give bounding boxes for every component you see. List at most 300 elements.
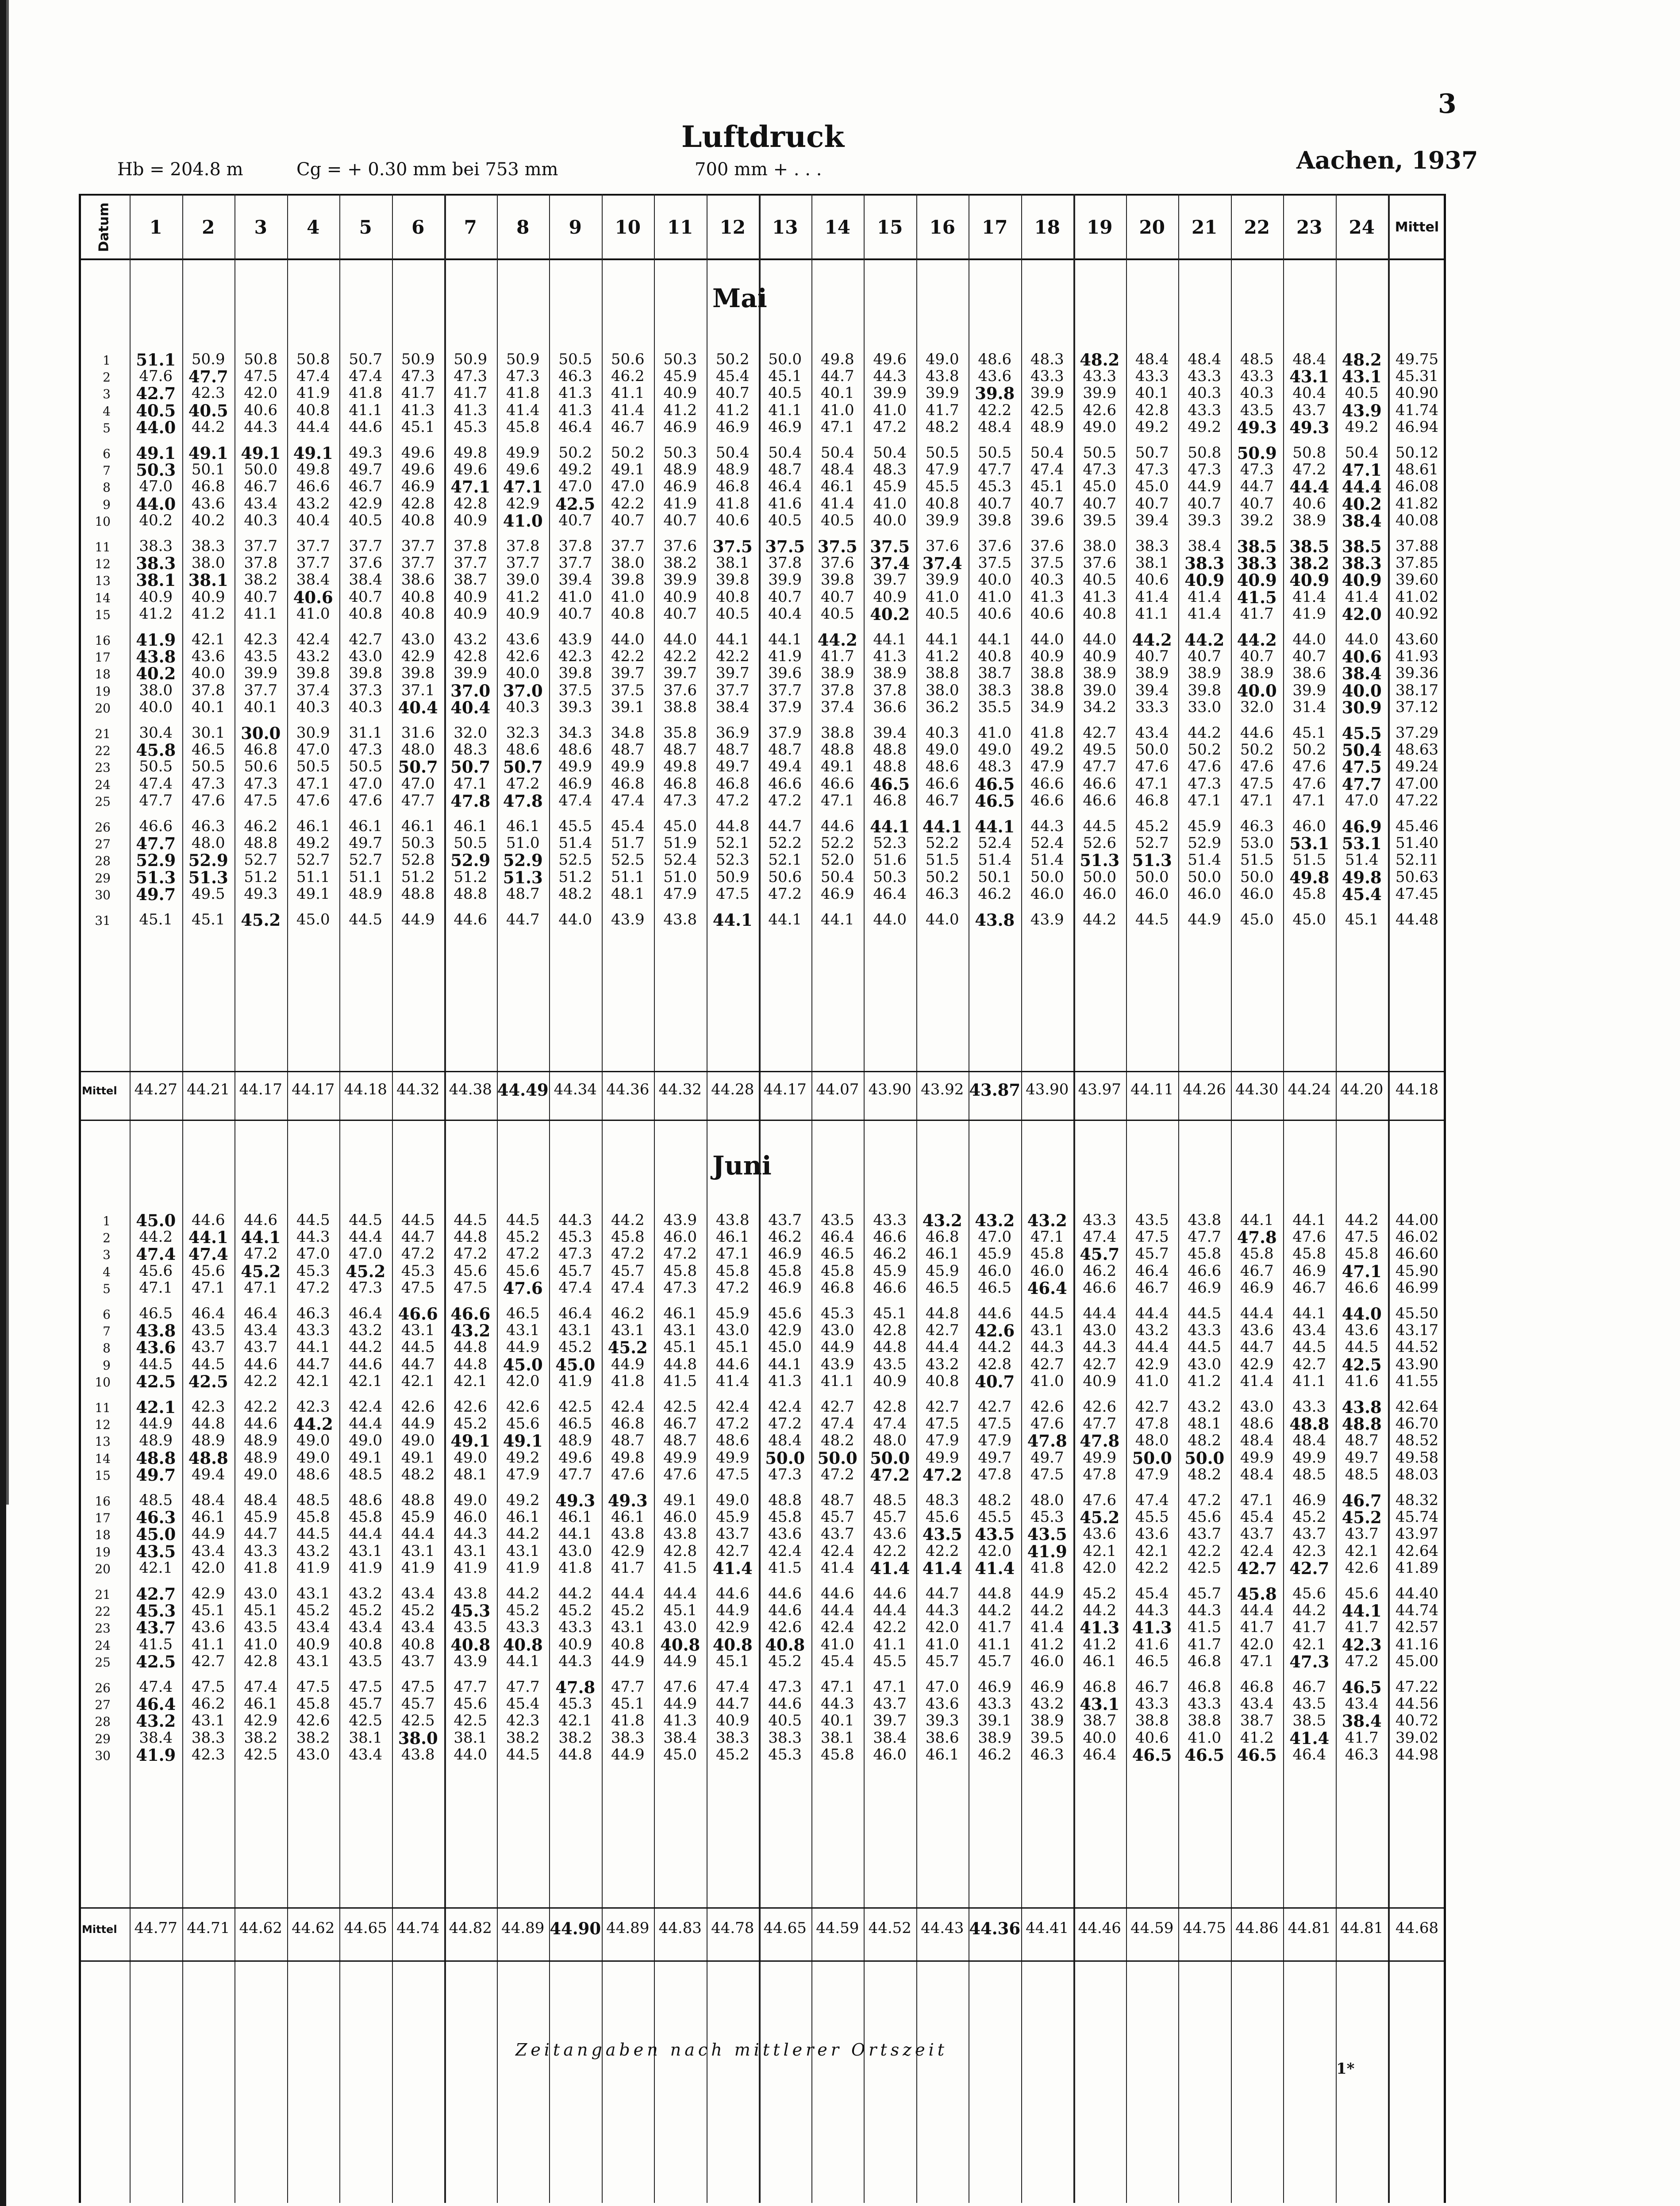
table-cell: 44.9 bbox=[715, 1602, 750, 1620]
table-cell: 34.8 bbox=[611, 724, 645, 742]
table-cell: 47.1 bbox=[139, 1278, 173, 1297]
table-cell: 44.2 bbox=[1345, 1211, 1379, 1229]
table-cell: 45.1 bbox=[191, 1602, 225, 1620]
table-cell: 41.4 bbox=[922, 1558, 962, 1578]
table-cell: 47.4 bbox=[558, 791, 592, 809]
table-cell: 44.1 bbox=[922, 817, 962, 836]
table-cell: 43.5 bbox=[820, 1211, 854, 1229]
table-cell: 41.4 bbox=[975, 1558, 1015, 1578]
table-cell: 47.8 bbox=[978, 1465, 1012, 1483]
table-cell: 40.6 bbox=[978, 604, 1012, 623]
table-cell: 44.6 bbox=[191, 1211, 225, 1229]
row-mean: 40.92 bbox=[1395, 604, 1439, 623]
table-cell: 45.2 bbox=[296, 1602, 330, 1620]
table-cell: 41.9 bbox=[296, 1559, 330, 1577]
table-cell: 46.5 bbox=[1132, 1745, 1172, 1765]
table-cell: 44.0 bbox=[454, 1745, 488, 1763]
table-cell: 42.6 bbox=[975, 1321, 1015, 1341]
table-cell: 37.6 bbox=[349, 554, 383, 572]
table-cell: 39.9 bbox=[873, 384, 907, 402]
table-cell: 45.2 bbox=[401, 1602, 435, 1620]
table-cell: 40.7 bbox=[975, 1371, 1015, 1391]
table-cell: 49.8 bbox=[454, 444, 488, 462]
table-cell: 40.0 bbox=[139, 698, 173, 716]
hourly-mean: 44.59 bbox=[816, 1919, 859, 1937]
table-cell: 46.5 bbox=[191, 741, 225, 759]
table-cell: 42.0 bbox=[978, 1542, 1012, 1560]
table-cell: 47.0 bbox=[139, 477, 173, 496]
table-cell: 48.6 bbox=[506, 741, 540, 759]
table-cell: 40.9 bbox=[873, 588, 907, 606]
table-cell: 52.3 bbox=[873, 834, 907, 852]
table-cell: 38.8 bbox=[1135, 1712, 1169, 1730]
table-cell: 44.9 bbox=[1188, 477, 1222, 496]
table-cell: 43.1 bbox=[401, 1321, 435, 1340]
table-cell: 40.8 bbox=[401, 588, 435, 606]
table-cell: 41.2 bbox=[506, 588, 540, 606]
table-cell: 43.2 bbox=[975, 1211, 1015, 1230]
table-cell: 42.8 bbox=[873, 1321, 907, 1340]
table-cell: 46.6 bbox=[925, 774, 959, 793]
table-cell: 40.5 bbox=[1345, 384, 1379, 402]
table-cell: 43.0 bbox=[1188, 1355, 1222, 1373]
row-mean: 37.29 bbox=[1395, 724, 1439, 742]
table-cell: 47.2 bbox=[922, 1465, 962, 1485]
table-cell: 45.0 bbox=[1240, 911, 1274, 928]
table-cell: 47.0 bbox=[349, 774, 383, 793]
table-cell: 41.5 bbox=[1237, 587, 1277, 607]
table-cell: 46.4 bbox=[1292, 1745, 1326, 1763]
table-cell: 51.7 bbox=[611, 834, 645, 852]
row-mean: 46.99 bbox=[1395, 1278, 1439, 1297]
hourly-mean: 44.77 bbox=[134, 1919, 177, 1937]
table-cell: 44.9 bbox=[1030, 1585, 1064, 1602]
table-cell: 50.2 bbox=[1188, 741, 1222, 759]
table-cell: 46.5 bbox=[506, 1305, 540, 1322]
table-cell: 41.5 bbox=[768, 1559, 802, 1577]
table-cell: 44.0 bbox=[663, 631, 697, 648]
table-cell: 46.1 bbox=[506, 1508, 540, 1526]
table-cell: 46.7 bbox=[663, 1415, 697, 1433]
day-label: 7 bbox=[103, 1324, 111, 1339]
hour-header-5: 5 bbox=[359, 216, 372, 238]
table-cell: 42.5 bbox=[136, 1371, 176, 1391]
table-cell: 41.9 bbox=[1027, 1541, 1067, 1561]
table-cell: 52.5 bbox=[558, 851, 592, 869]
day-label: 26 bbox=[95, 820, 111, 835]
table-cell: 40.0 bbox=[1237, 681, 1277, 701]
hourly-mean: 43.87 bbox=[969, 1080, 1021, 1100]
table-cell: 47.6 bbox=[611, 1465, 645, 1483]
table-cell: 44.1 bbox=[768, 631, 802, 648]
table-cell: 37.1 bbox=[401, 681, 435, 699]
table-cell: 46.3 bbox=[925, 885, 959, 903]
table-cell: 44.9 bbox=[611, 1652, 645, 1670]
table-cell: 42.4 bbox=[715, 1398, 750, 1416]
hourly-mean: 44.32 bbox=[396, 1081, 440, 1098]
table-cell: 45.9 bbox=[715, 1305, 750, 1322]
day-label: 10 bbox=[95, 1374, 111, 1390]
table-cell: 48.5 bbox=[1345, 1465, 1379, 1483]
table-cell: 42.9 bbox=[244, 1712, 278, 1730]
table-cell: 40.0 bbox=[1083, 1729, 1117, 1747]
table-cell: 41.8 bbox=[1030, 1559, 1064, 1577]
table-cell: 50.5 bbox=[978, 444, 1012, 462]
table-cell: 40.9 bbox=[715, 1712, 750, 1730]
table-cell: 38.9 bbox=[1135, 664, 1169, 682]
table-cell: 40.8 bbox=[401, 511, 435, 529]
table-cell: 49.8 bbox=[1289, 867, 1330, 887]
table-cell: 42.8 bbox=[454, 494, 488, 512]
table-cell: 43.6 bbox=[1345, 1321, 1379, 1340]
table-cell: 43.1 bbox=[401, 1542, 435, 1560]
table-cell: 46.6 bbox=[139, 817, 173, 835]
table-cell: 47.7 bbox=[1342, 774, 1382, 794]
table-cell: 47.1 bbox=[820, 418, 854, 436]
table-cell: 52.9 bbox=[1188, 834, 1222, 852]
table-cell: 46.8 bbox=[715, 774, 750, 793]
table-cell: 45.8 bbox=[1292, 1245, 1326, 1263]
table-cell: 45.0 bbox=[768, 1338, 802, 1356]
table-cell: 44.8 bbox=[191, 1415, 225, 1433]
table-cell: 50.3 bbox=[663, 444, 697, 462]
table-cell: 47.5 bbox=[1240, 774, 1274, 793]
hourly-mean: 44.32 bbox=[658, 1081, 702, 1098]
table-cell: 37.5 bbox=[817, 537, 857, 556]
table-cell: 39.0 bbox=[1083, 681, 1117, 699]
table-cell: 49.6 bbox=[401, 444, 435, 462]
table-cell: 48.4 bbox=[1240, 1465, 1274, 1483]
table-cell: 38.0 bbox=[1083, 537, 1117, 555]
table-cell: 42.5 bbox=[558, 1398, 592, 1416]
table-cell: 37.8 bbox=[768, 554, 802, 572]
table-cell: 45.6 bbox=[1345, 1585, 1379, 1602]
table-cell: 40.6 bbox=[244, 401, 278, 419]
table-cell: 44.2 bbox=[978, 1338, 1012, 1356]
table-cell: 43.9 bbox=[611, 911, 645, 928]
table-cell: 49.0 bbox=[244, 1465, 278, 1483]
table-cell: 45.1 bbox=[139, 911, 173, 928]
table-cell: 47.0 bbox=[296, 1245, 330, 1263]
table-cell: 37.7 bbox=[244, 681, 278, 699]
table-cell: 37.8 bbox=[454, 537, 488, 555]
hourly-mean: 44.17 bbox=[292, 1081, 335, 1098]
table-cell: 46.1 bbox=[349, 817, 383, 835]
table-cell: 45.3 bbox=[820, 1305, 854, 1322]
table-cell: 40.2 bbox=[139, 511, 173, 529]
table-cell: 41.7 bbox=[1292, 1618, 1326, 1636]
hourly-mean: 44.81 bbox=[1288, 1919, 1331, 1937]
table-cell: 46.6 bbox=[768, 774, 802, 793]
row-mean: 41.93 bbox=[1395, 647, 1439, 666]
table-cell: 47.1 bbox=[1240, 791, 1274, 809]
table-cell: 37.7 bbox=[611, 537, 645, 555]
row-mean: 46.94 bbox=[1395, 418, 1439, 436]
table-cell: 44.0 bbox=[1292, 631, 1326, 648]
table-cell: 40.5 bbox=[715, 604, 750, 623]
table-cell: 38.0 bbox=[139, 681, 173, 699]
table-cell: 44.2 bbox=[1188, 724, 1222, 742]
table-cell: 44.2 bbox=[611, 1211, 645, 1229]
table-cell: 32.3 bbox=[506, 724, 540, 742]
table-cell: 43.3 bbox=[1188, 367, 1222, 385]
table-cell: 46.5 bbox=[925, 1278, 959, 1297]
table-cell: 46.6 bbox=[1083, 774, 1117, 793]
table-cell: 40.7 bbox=[768, 588, 802, 606]
table-cell: 42.8 bbox=[244, 1652, 278, 1670]
table-cell: 47.5 bbox=[1342, 757, 1382, 777]
table-cell: 49.8 bbox=[296, 461, 330, 479]
table-cell: 50.0 bbox=[1083, 868, 1117, 886]
table-cell: 47.7 bbox=[611, 1678, 645, 1696]
table-cell: 46.8 bbox=[611, 774, 645, 793]
table-cell: 46.0 bbox=[1135, 885, 1169, 903]
table-cell: 40.7 bbox=[663, 604, 697, 623]
table-cell: 43.0 bbox=[401, 631, 435, 648]
table-cell: 52.2 bbox=[925, 834, 959, 852]
column-divider bbox=[339, 194, 340, 2203]
table-cell: 47.3 bbox=[349, 741, 383, 759]
table-cell: 41.0 bbox=[296, 604, 330, 623]
table-cell: 50.0 bbox=[870, 1448, 910, 1468]
hourly-mean: 44.65 bbox=[344, 1919, 387, 1937]
table-cell: 40.7 bbox=[244, 588, 278, 606]
row-mean: 40.90 bbox=[1395, 384, 1439, 402]
table-cell: 37.0 bbox=[503, 681, 543, 701]
table-cell: 38.1 bbox=[715, 554, 750, 572]
table-cell: 44.3 bbox=[1135, 1602, 1169, 1620]
table-cell: 41.1 bbox=[978, 1635, 1012, 1653]
row-mean: 46.70 bbox=[1395, 1415, 1439, 1433]
table-cell: 44.2 bbox=[1030, 1602, 1064, 1620]
table-cell: 50.4 bbox=[715, 444, 750, 462]
table-cell: 41.4 bbox=[1345, 588, 1379, 606]
table-cell: 47.1 bbox=[1030, 1228, 1064, 1246]
table-cell: 40.4 bbox=[296, 511, 330, 529]
table-cell: 51.1 bbox=[611, 868, 645, 886]
table-cell: 50.7 bbox=[503, 757, 543, 777]
table-cell: 41.5 bbox=[139, 1635, 173, 1653]
table-cell: 41.8 bbox=[1030, 724, 1064, 742]
table-cell: 44.9 bbox=[611, 1355, 645, 1373]
table-cell: 39.3 bbox=[558, 698, 592, 716]
table-cell: 38.3 bbox=[978, 681, 1012, 699]
day-label: 16 bbox=[95, 633, 111, 648]
row-mean: 37.88 bbox=[1395, 537, 1439, 555]
table-cell: 39.3 bbox=[925, 1712, 959, 1730]
table-cell: 38.9 bbox=[1188, 664, 1222, 682]
table-cell: 52.4 bbox=[663, 851, 697, 869]
table-cell: 44.5 bbox=[349, 1211, 383, 1229]
hour-header-24: 24 bbox=[1349, 216, 1375, 238]
table-cell: 44.1 bbox=[873, 631, 907, 648]
table-cell: 49.6 bbox=[401, 461, 435, 479]
day-label: 23 bbox=[95, 1621, 111, 1636]
table-cell: 49.2 bbox=[1135, 418, 1169, 436]
table-cell: 47.7 bbox=[558, 1465, 592, 1483]
table-cell: 43.8 bbox=[663, 1525, 697, 1543]
table-cell: 50.9 bbox=[715, 868, 750, 886]
hour-header-1: 1 bbox=[149, 216, 162, 238]
table-cell: 44.1 bbox=[241, 1228, 281, 1247]
table-cell: 41.4 bbox=[1135, 588, 1169, 606]
table-cell: 47.6 bbox=[663, 1465, 697, 1483]
day-label: 20 bbox=[95, 1561, 111, 1576]
table-cell: 47.4 bbox=[1135, 1491, 1169, 1509]
row-mean: 40.08 bbox=[1395, 511, 1439, 529]
table-cell: 46.7 bbox=[244, 477, 278, 496]
datum-header bbox=[79, 194, 130, 260]
table-cell: 45.2 bbox=[1342, 1508, 1382, 1528]
table-cell: 49.1 bbox=[663, 1491, 697, 1509]
table-cell: 43.3 bbox=[296, 1321, 330, 1340]
table-cell: 47.2 bbox=[454, 1245, 488, 1263]
column-divider bbox=[130, 194, 131, 2203]
table-cell: 47.8 bbox=[1083, 1465, 1117, 1483]
mittel-header: Mittel bbox=[1395, 219, 1439, 235]
table-cell: 46.8 bbox=[820, 1278, 854, 1297]
hourly-mean: 44.38 bbox=[449, 1081, 492, 1098]
table-cell: 40.7 bbox=[1292, 647, 1326, 666]
table-cell: 45.7 bbox=[873, 1508, 907, 1526]
table-cell: 38.0 bbox=[398, 1728, 438, 1748]
page-title: Luftdruck bbox=[681, 119, 845, 154]
table-cell: 44.5 bbox=[1135, 911, 1169, 928]
table-cell: 47.1 bbox=[244, 1278, 278, 1297]
table-cell: 50.0 bbox=[817, 1448, 857, 1468]
hourly-mean: 44.62 bbox=[292, 1919, 335, 1937]
table-cell: 50.3 bbox=[136, 460, 176, 480]
table-cell: 46.8 bbox=[925, 1228, 959, 1246]
table-cell: 51.4 bbox=[1345, 851, 1379, 869]
table-cell: 41.3 bbox=[768, 1372, 802, 1390]
table-cell: 42.1 bbox=[401, 1372, 435, 1390]
table-cell: 41.3 bbox=[873, 647, 907, 666]
table-cell: 47.2 bbox=[296, 1278, 330, 1297]
table-cell: 46.4 bbox=[768, 477, 802, 496]
table-cell: 40.7 bbox=[611, 511, 645, 529]
day-label: 22 bbox=[95, 743, 111, 758]
table-cell: 52.2 bbox=[820, 834, 854, 852]
day-label: 27 bbox=[95, 1698, 111, 1713]
table-cell: 49.9 bbox=[1292, 1448, 1326, 1467]
table-cell: 45.5 bbox=[925, 477, 959, 496]
table-cell: 38.7 bbox=[1083, 1712, 1117, 1730]
table-cell: 42.2 bbox=[1188, 1542, 1222, 1560]
table-cell: 47.4 bbox=[558, 1278, 592, 1297]
page-number: 3 bbox=[1438, 89, 1457, 119]
table-cell: 34.3 bbox=[558, 724, 592, 742]
table-cell: 40.4 bbox=[1292, 384, 1326, 402]
table-cell: 47.3 bbox=[663, 791, 697, 809]
table-cell: 42.2 bbox=[663, 647, 697, 666]
table-cell: 47.9 bbox=[506, 1465, 540, 1483]
table-cell: 43.8 bbox=[1342, 1398, 1382, 1417]
table-cell: 47.3 bbox=[1083, 461, 1117, 479]
table-cell: 44.2 bbox=[1292, 1602, 1326, 1620]
table-cell: 44.0 bbox=[136, 417, 176, 437]
table-cell: 38.2 bbox=[506, 1729, 540, 1747]
column-divider bbox=[287, 194, 288, 2203]
row-mean: 47.45 bbox=[1395, 885, 1439, 903]
table-cell: 46.6 bbox=[1188, 1262, 1222, 1280]
table-cell: 46.2 bbox=[244, 817, 278, 835]
table-cell: 43.4 bbox=[401, 1585, 435, 1602]
day-label: 26 bbox=[95, 1681, 111, 1695]
table-cell: 47.8 bbox=[450, 791, 491, 811]
table-cell: 39.1 bbox=[611, 698, 645, 716]
table-cell: 42.5 bbox=[401, 1712, 435, 1730]
table-cell: 52.4 bbox=[978, 834, 1012, 852]
day-label: 30 bbox=[95, 1748, 111, 1763]
table-cell: 43.1 bbox=[1080, 1694, 1120, 1714]
table-cell: 39.1 bbox=[978, 1712, 1012, 1730]
table-cell: 46.5 bbox=[1237, 1745, 1277, 1765]
table-cell: 41.0 bbox=[925, 588, 959, 606]
table-cell: 50.7 bbox=[450, 757, 491, 777]
table-cell: 43.3 bbox=[1135, 367, 1169, 385]
table-cell: 48.9 bbox=[715, 461, 750, 479]
table-cell: 47.2 bbox=[768, 885, 802, 903]
table-cell: 43.4 bbox=[349, 1618, 383, 1636]
table-cell: 50.2 bbox=[611, 444, 645, 462]
table-cell: 47.1 bbox=[1240, 1491, 1274, 1509]
table-cell: 43.1 bbox=[1342, 367, 1382, 387]
table-cell: 50.5 bbox=[1083, 444, 1117, 462]
table-cell: 44.4 bbox=[925, 1338, 959, 1356]
table-cell: 51.9 bbox=[663, 834, 697, 852]
table-cell: 40.7 bbox=[1188, 494, 1222, 512]
table-cell: 45.9 bbox=[873, 1262, 907, 1280]
table-cell: 40.7 bbox=[1240, 647, 1274, 666]
table-cell: 47.9 bbox=[925, 461, 959, 479]
table-cell: 52.2 bbox=[768, 834, 802, 852]
table-cell: 44.4 bbox=[1083, 1305, 1117, 1322]
column-divider bbox=[182, 194, 183, 2203]
table-cell: 41.8 bbox=[506, 384, 540, 402]
table-cell: 44.4 bbox=[401, 1525, 435, 1543]
table-cell: 45.2 bbox=[1135, 817, 1169, 835]
table-cell: 37.8 bbox=[191, 681, 225, 699]
table-cell: 45.8 bbox=[1030, 1245, 1064, 1263]
table-cell: 38.9 bbox=[1083, 664, 1117, 682]
hour-header-14: 14 bbox=[824, 216, 850, 238]
table-cell: 49.9 bbox=[1240, 1448, 1274, 1467]
table-cell: 38.4 bbox=[873, 1729, 907, 1747]
table-cell: 50.4 bbox=[820, 868, 854, 886]
table-cell: 47.8 bbox=[1135, 1415, 1169, 1433]
table-cell: 40.9 bbox=[139, 588, 173, 606]
table-cell: 38.3 bbox=[191, 537, 225, 555]
column-divider bbox=[1073, 194, 1075, 2203]
table-cell: 46.6 bbox=[1083, 1278, 1117, 1297]
table-cell: 42.2 bbox=[925, 1542, 959, 1560]
table-cell: 44.1 bbox=[978, 631, 1012, 648]
table-cell: 45.3 bbox=[1030, 1508, 1064, 1526]
row-mean: 39.36 bbox=[1395, 664, 1439, 682]
table-cell: 46.4 bbox=[558, 1305, 592, 1322]
table-cell: 46.5 bbox=[1184, 1745, 1225, 1765]
table-cell: 49.1 bbox=[296, 885, 330, 903]
table-cell: 50.1 bbox=[191, 461, 225, 479]
table-cell: 41.7 bbox=[925, 401, 959, 419]
table-cell: 39.5 bbox=[1030, 1729, 1064, 1747]
table-cell: 35.8 bbox=[663, 724, 697, 742]
day-label: 17 bbox=[95, 1511, 111, 1526]
table-cell: 45.1 bbox=[244, 1602, 278, 1620]
table-cell: 47.2 bbox=[715, 1415, 750, 1433]
table-cell: 43.1 bbox=[506, 1321, 540, 1340]
